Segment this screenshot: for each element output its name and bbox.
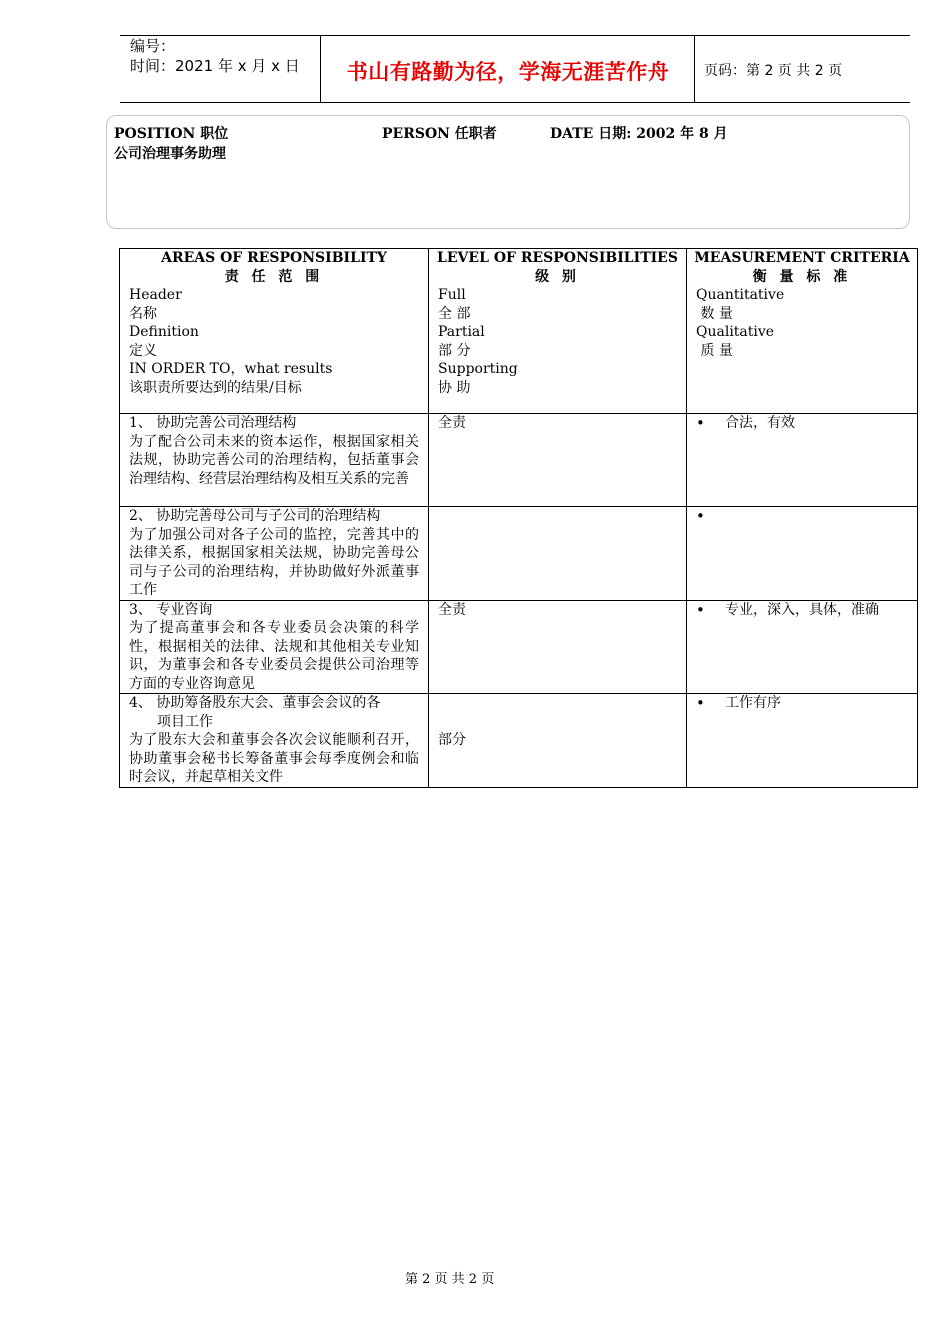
header-divider-left	[320, 35, 321, 102]
table-row	[120, 694, 918, 788]
header-areas: AREAS OF RESPONSIBILITY 责 任 范 围 Header 名称 Definition 定义 IN ORDER TO，what results 该职责所要达到的结果/目标	[120, 249, 429, 414]
table-row	[120, 507, 918, 601]
criteria-cell	[687, 507, 918, 601]
table-header-row	[120, 249, 918, 414]
area-cell	[120, 414, 429, 507]
position-label: POSITION 职位	[114, 126, 229, 142]
level-value: 全责	[438, 601, 466, 618]
criteria-cell	[687, 414, 918, 507]
area-cell	[120, 507, 429, 601]
level-cell	[429, 414, 687, 507]
criteria-cell	[687, 694, 918, 788]
area-description: 为了股东大会和董事会各次会议能顺利召开，协助董事会秘书长筹备董事会每季度例会和临时会议，并起草相关文件	[129, 732, 419, 785]
area-cell	[120, 600, 429, 694]
level-cell	[429, 507, 687, 601]
area-title: 2、 协助完善母公司与子公司的治理结构	[129, 508, 381, 524]
header-page-info: 页码：第 2 页 共 2 页	[704, 63, 843, 79]
header-bottom-rule	[120, 102, 910, 103]
responsibility-table	[119, 248, 918, 788]
page-footer: 第 2 页 共 2 页	[405, 1272, 495, 1287]
area-title: 1、 协助完善公司治理结构	[129, 415, 297, 431]
date-label: DATE 日期: 2002 年 8 月	[550, 126, 728, 142]
header-level: LEVEL OF RESPONSIBILITIES 级 别 Full 全 部 Partial 部 分 Supporting 协 助	[429, 249, 687, 414]
position-value: 公司治理事务助理	[114, 146, 226, 162]
document-time-label: 时间：2021 年 x 月 x 日	[130, 57, 300, 75]
header-motto: 书山有路勤为径，学海无涯苦作舟	[346, 60, 670, 84]
table-row	[120, 414, 918, 507]
header-criteria: MEASUREMENT CRITERIA 衡 量 标 准 Quantitative 数 量 Qualitative 质 量	[687, 249, 918, 414]
area-description: 为了加强公司对各子公司的监控，完善其中的法律关系，根据国家相关法规，协助完善母公司与子公司的治理结构，并协助做好外派董事工作	[129, 526, 419, 598]
document-number-label: 编号：	[130, 37, 176, 55]
table-row	[120, 600, 918, 694]
criteria-bullet: • 工作有序	[696, 694, 908, 713]
area-description: 为了配合公司未来的资本运作，根据国家相关法规，协助完善公司的治理结构，包括董事会治理结构、经营层治理结构及相互关系的完善	[129, 433, 419, 487]
area-title: 3、 专业咨询	[129, 601, 213, 618]
level-value: 全责	[438, 415, 466, 431]
area-description: 为了提高董事会和各专业委员会决策的科学性，根据相关的法律、法规和其他相关专业知识，为董事会和各专业委员会提供公司治理等方面的专业咨询意见	[129, 620, 419, 692]
criteria-bullet	[696, 507, 908, 526]
level-cell	[429, 694, 687, 788]
level-cell	[429, 600, 687, 694]
header-meta	[130, 36, 300, 76]
header-divider-right	[694, 35, 695, 102]
area-title-continued: 项目工作	[157, 713, 213, 730]
criteria-bullet: • 专业，深入，具体，准确	[696, 601, 908, 620]
criteria-bullet: • 合法，有效	[696, 414, 908, 433]
area-title: 4、 协助筹备股东大会、董事会会议的各	[129, 695, 381, 711]
criteria-cell	[687, 600, 918, 694]
person-label: PERSON 任职者	[382, 126, 497, 142]
level-value: 部分	[438, 732, 466, 748]
area-cell	[120, 694, 429, 788]
